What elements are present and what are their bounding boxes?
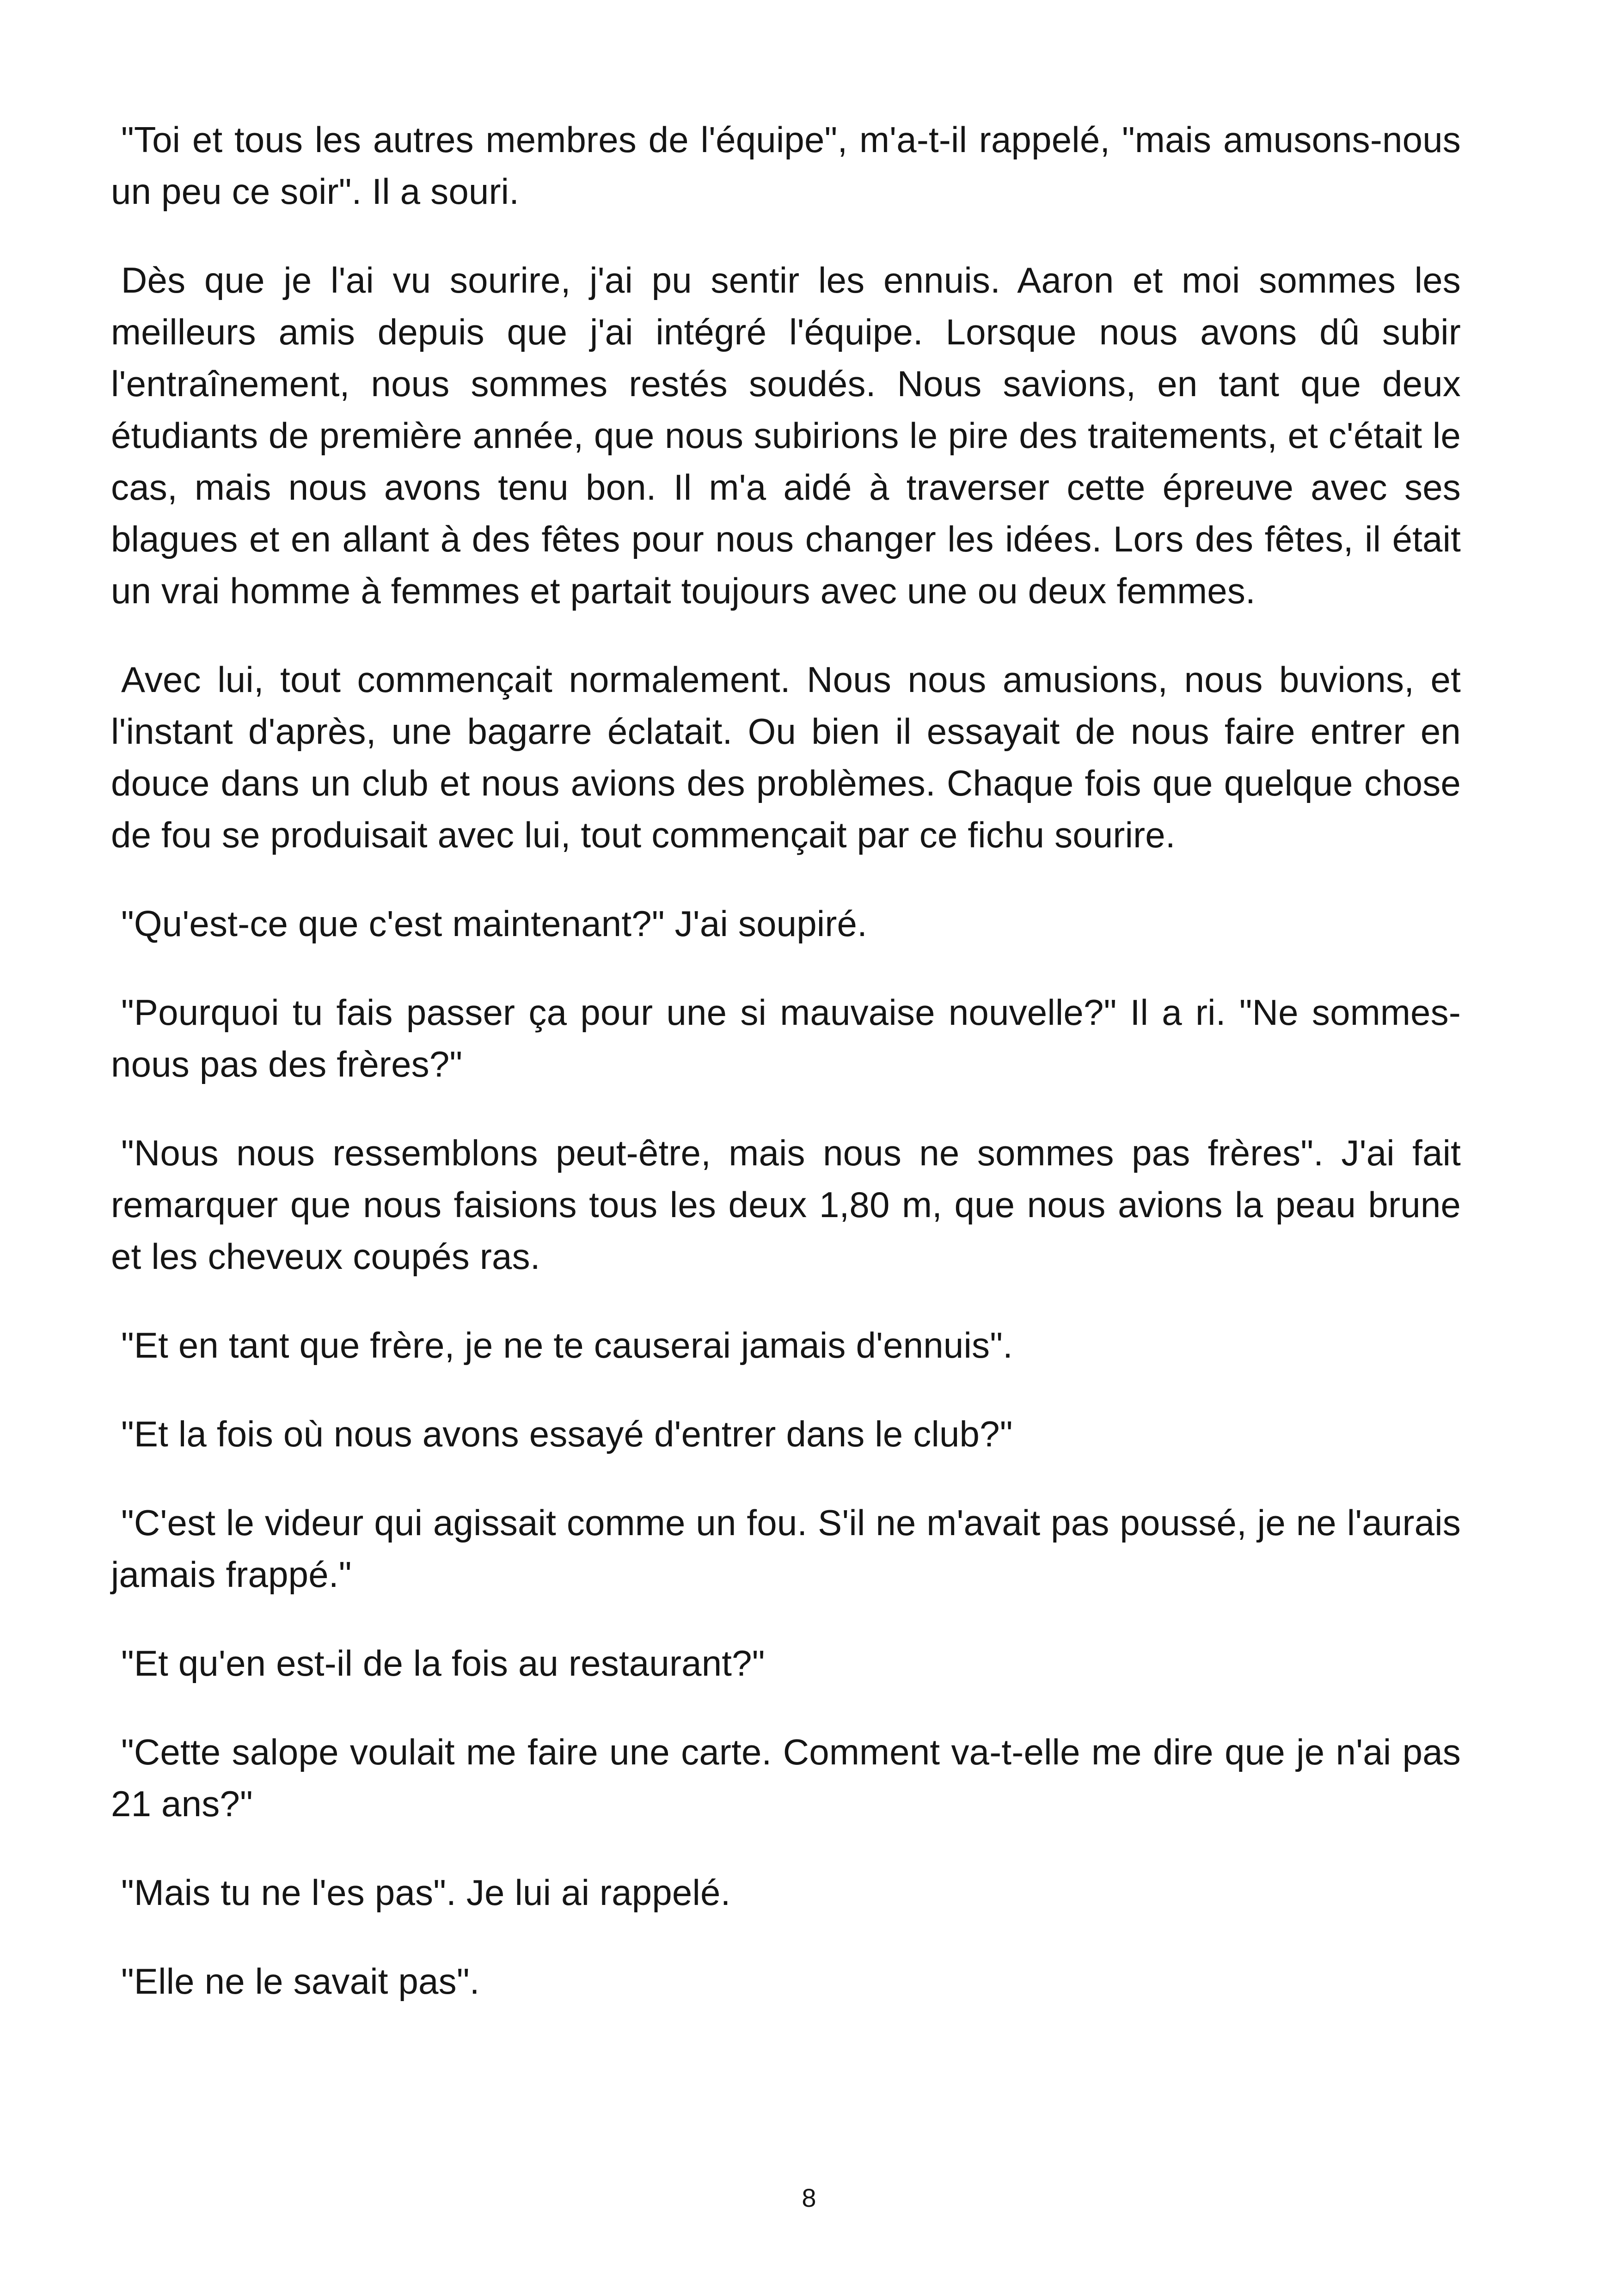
paragraph: "Elle ne le savait pas". xyxy=(121,1961,480,2002)
paragraph: "Nous nous ressemblons peut-être, mais nous ne sommes pas frères". J'ai fait remarquer que nous faisions tous les deux 1,80 m, que nous avions la peau brune et les cheveux coupés ras. xyxy=(111,1133,1461,1277)
page-number: 8 xyxy=(802,2183,816,2212)
paragraph: "Et en tant que frère, je ne te causerai jamais d'ennuis". xyxy=(121,1325,1013,1365)
paragraph: "Cette salope voulait me faire une carte. Comment va-t-elle me dire que je n'ai pas 21 ans?" xyxy=(111,1732,1461,1824)
paragraph: "C'est le videur qui agissait comme un fou. S'il ne m'avait pas poussé, je ne l'aurais jamais frappé." xyxy=(111,1502,1461,1595)
body-text xyxy=(111,114,1461,2044)
paragraph: Avec lui, tout commençait normalement. Nous nous amusions, nous buvions, et l'instant d'après, une bagarre éclatait. Ou bien il essayait de nous faire entrer en douce dans un club et nous avions des problèmes. Chaque fois que quelque chose de fou se produisait avec lui, tout commençait par ce fichu sourire. xyxy=(111,659,1461,855)
paragraph: "Et la fois où nous avons essayé d'entrer dans le club?" xyxy=(121,1414,1013,1454)
paragraph: Dès que je l'ai vu sourire, j'ai pu sentir les ennuis. Aaron et moi sommes les meilleurs amis depuis que j'ai intégré l'équipe. Lorsque nous avons dû subir l'entraînement, nous sommes restés soudés. Nous savions, en tant que deux étudiants de première année, que nous subirions le pire des traitements, et c'était le cas, mais nous avons tenu bon. Il m'a aidé à traverser cette épreuve avec ses blagues et en allant à des fêtes pour nous changer les idées. Lors des fêtes, il était un vrai homme à femmes et partait toujours avec une ou deux femmes. xyxy=(111,260,1461,611)
paragraph: "Qu'est-ce que c'est maintenant?" J'ai soupiré. xyxy=(121,903,867,944)
paragraph: "Mais tu ne l'es pas". Je lui ai rappelé. xyxy=(121,1872,731,1913)
paragraph: "Pourquoi tu fais passer ça pour une si mauvaise nouvelle?" Il a ri. "Ne sommes-nous pas des frères?" xyxy=(111,992,1461,1084)
paragraph: "Et qu'en est-il de la fois au restaurant?" xyxy=(121,1643,765,1684)
paragraph: "Toi et tous les autres membres de l'équipe", m'a-t-il rappelé, "mais amusons-nous un peu ce soir". Il a souri. xyxy=(111,119,1461,212)
